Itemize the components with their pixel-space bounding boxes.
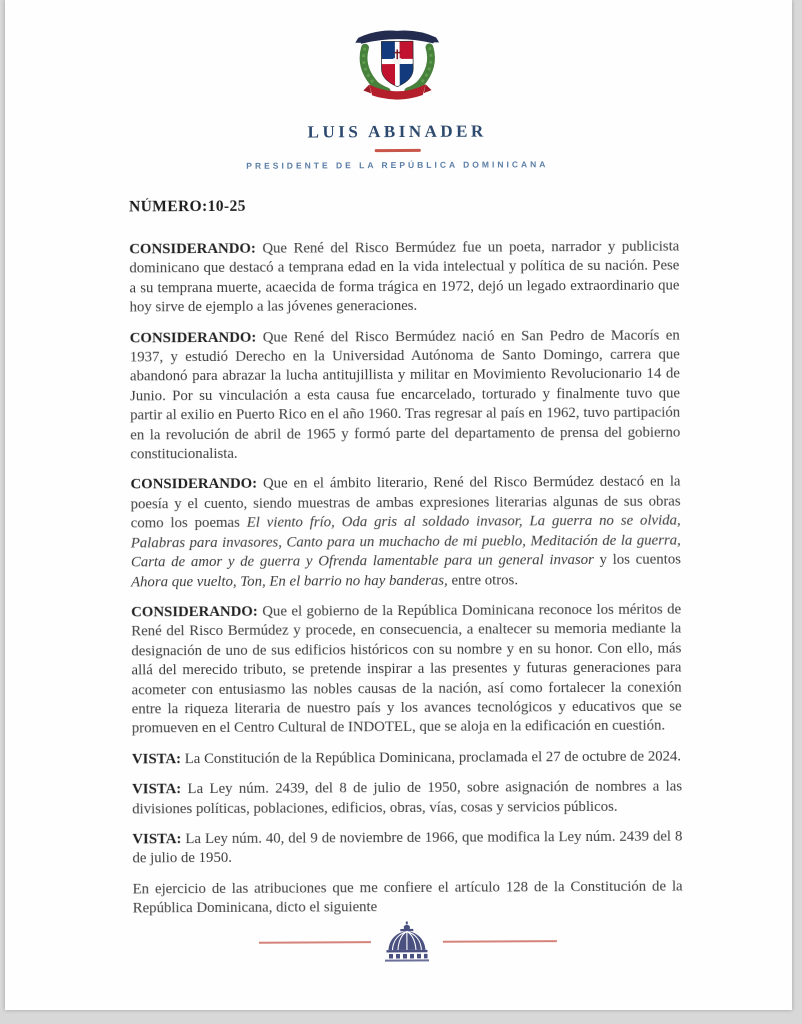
decree-paragraph-considerando-2: CONSIDERANDO: Que René del Risco Bermúdez nació en San Pedro de Macorís en 1937, y estudió Derecho en la Universidad Autónoma de Santo Domingo, carrera que abandonó para abrazar la lucha antitujillista y militar en Movimiento Revolucionario 14 de Junio. Por su vinculación a esta causa fue encarcelado, torturado y finalmente tuvo que partir al exilio en Puerto Rico en el año 1960. Tras regresar al país en 1962, tuvo partipación en la revolución de abril de 1965 y formó parte del departamento de prensa del gobierno constitucionalista. — [129, 327, 681, 463]
decree-paragraph-vista-2: VISTA: La Ley núm. 2439, del 8 de julio de 1950, sobre asignación de nombres a las divisiones políticas, poblaciones, edificios, obras, vías, cosas y servicios públicos. — [132, 778, 683, 817]
decree-paragraph-considerando-1: CONSIDERANDO: Que René del Risco Bermúdez fue un poeta, narrador y publicista dominicano que destacó a temprana edad en la vida intelectual y política de su nación. Pese a su temprana muerte, acaecida de forma trágica en 1972, dejó un legado extraordinario que hoy sirve de ejemplo a las jóvenes generaciones. — [129, 238, 680, 316]
title-divider — [374, 149, 420, 152]
dominican-coat-of-arms-icon — [353, 26, 441, 102]
decree-body — [129, 196, 683, 919]
decree-paragraph-considerando-3: CONSIDERANDO: Que en el ámbito literario, René del Risco Bermúdez destacó en la poesía y el cuento, siendo muestras de ambas expresiones literarias algunas de sus obras como los poemas El viento frío, Oda gris al soldado invasor, La guerra no se olvida, Palabras para invasores, Canto para un muchacho de mi pueblo, Meditación de la guerra, Carta de amor y de guerra y Ofrenda lamentable para un general invasor y los cuentos Ahora que vuelto, Ton, En el barrio no hay banderas, entre otros. — [130, 473, 681, 590]
decree-paragraph-cierre: En ejercicio de las atribuciones que me confiere el artículo 128 de la Constitución de la República Dominicana, dicto el siguiente — [132, 878, 683, 917]
document-content — [3, 0, 795, 965]
president-title: PRESIDENTE DE LA REPÚBLICA DOMINICANA — [246, 159, 549, 171]
decree-paragraphs — [129, 238, 683, 919]
decree-paragraph-vista-1: VISTA: La Constitución de la República Dominicana, proclamada el 27 de octubre de 2024. — [131, 748, 682, 768]
decree-paragraph-vista-3: VISTA: La Ley núm. 40, del 9 de noviembre de 1966, que modifica la Ley núm. 2439 del 8 de julio de 1950. — [132, 828, 683, 867]
letterhead — [3, 24, 791, 172]
decree-number — [129, 196, 679, 217]
decree-number-value: 10-25 — [207, 197, 246, 215]
decree-paragraph-considerando-4: CONSIDERANDO: Que el gobierno de la República Dominicana reconoce los méritos de René del Risco Bermúdez y procede, en consecuencia, a enaltecer su memoria mediante la designación de uno de sus edificios históricos con su nombre y en su honor. Con ello, más allá del merecido tributo, se pretende inspirar a las presentes y futuras generaciones para acometer con entusiasmo las nobles causas de la nación, así como fortalecer la conexión entre la riqueza literaria de nuestro país y los avances tecnológicos y educativos que se promueven en el Centro Cultural de INDOTEL, que se aloja en la edificación en cuestión. — [131, 601, 682, 737]
footer-rule-left — [259, 941, 371, 944]
national-palace-dome-icon — [384, 920, 430, 962]
footer-rule-right — [443, 940, 557, 943]
document-page — [5, 0, 792, 1010]
decree-number-label: NÚMERO: — [129, 197, 208, 216]
president-name: LUIS ABINADER — [307, 121, 487, 142]
page-footer — [133, 919, 683, 964]
